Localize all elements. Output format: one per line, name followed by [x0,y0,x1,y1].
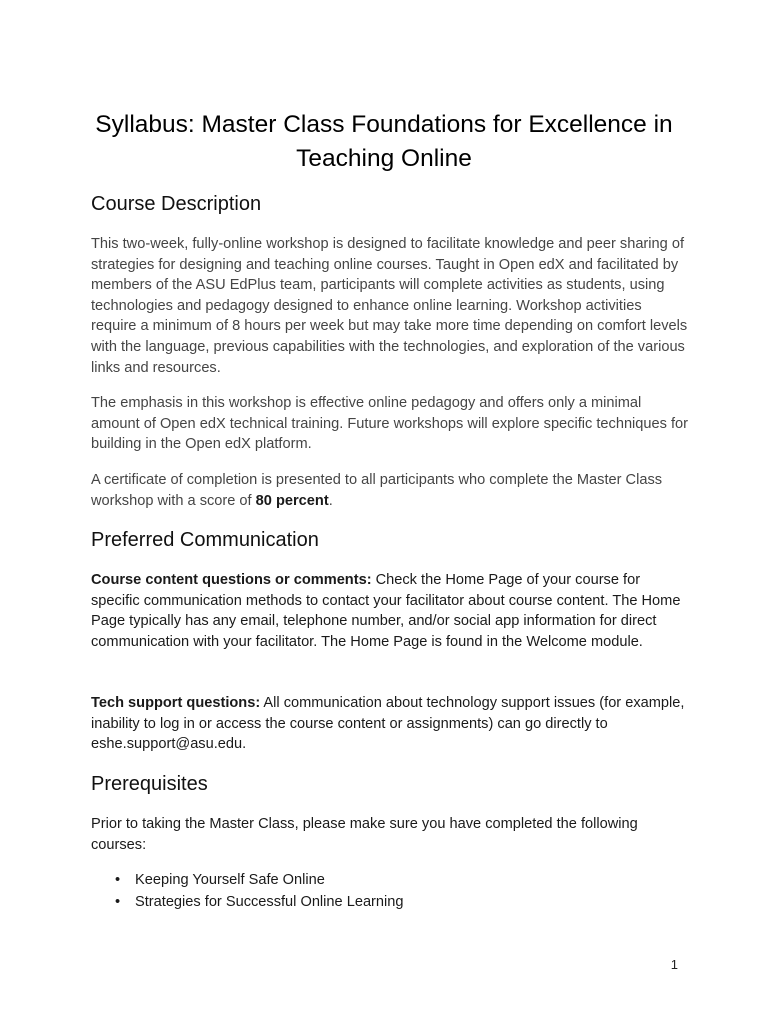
certificate-text-end: . [328,492,333,509]
document-title: Syllabus: Master Class Foundations for Excellence in Teaching Online [95,111,673,172]
list-item [91,869,691,891]
tech-support-text: All communication about technology support issues (for example, inability to log in or access the course content or assignments) can go directly to eshe.support@asu.edu. [91,695,685,753]
course-content-questions-paragraph [91,570,691,652]
course-content-text: Check the Home Page of your course for specific communication methods to contact your facilitator about course content. The Home Page typically has any email, telephone number, and/or social app information for direct communication with your facilitator. The Home Page is found in the Welcome module. [91,572,681,650]
bullet-icon: • [115,894,121,910]
course-content-label: Course content questions or comments: [91,572,372,588]
course-description-heading: Course Description [91,193,262,215]
list-item-label: Strategies for Successful Online Learning [135,894,404,910]
course-description-paragraph-1: This two-week, fully-online workshop is designed to facilitate knowledge and peer sharing of strategies for designing and teaching online courses. Taught in Open edX and facilitated by members of the ASU EdPlus team, participants will complete activities as students, using technologies and pedagogy designed to enhance online learning. Workshop activities require a minimum of 8 hours per week but may take more time depending on comfort levels with the language, previous capabilities with the technologies, and exploration of the various links and resources. [91,236,688,376]
list-item [91,891,691,913]
prerequisites-intro: Prior to taking the Master Class, please make sure you have completed the following courses: [91,816,638,853]
passing-score: 80 percent [255,492,329,509]
preferred-communication-heading: Preferred Communication [91,529,319,551]
prerequisites-list [91,869,691,913]
list-item-label: Keeping Yourself Safe Online [135,872,325,888]
course-description-paragraph-2: The emphasis in this workshop is effective online pedagogy and offers only a minimal amount of Open edX technical training. Future workshops will explore specific techniques for building in the Open edX platform. [91,395,689,453]
page-number: 1 [670,957,678,972]
certificate-text: A certificate of completion is presented to all participants who complete the Master Class workshop with a score of [91,472,663,509]
prerequisites-heading: Prerequisites [91,773,208,795]
tech-support-label: Tech support questions: [91,695,261,711]
course-description-paragraph-3 [91,470,691,511]
bullet-icon: • [115,872,121,888]
tech-support-paragraph [91,693,691,755]
